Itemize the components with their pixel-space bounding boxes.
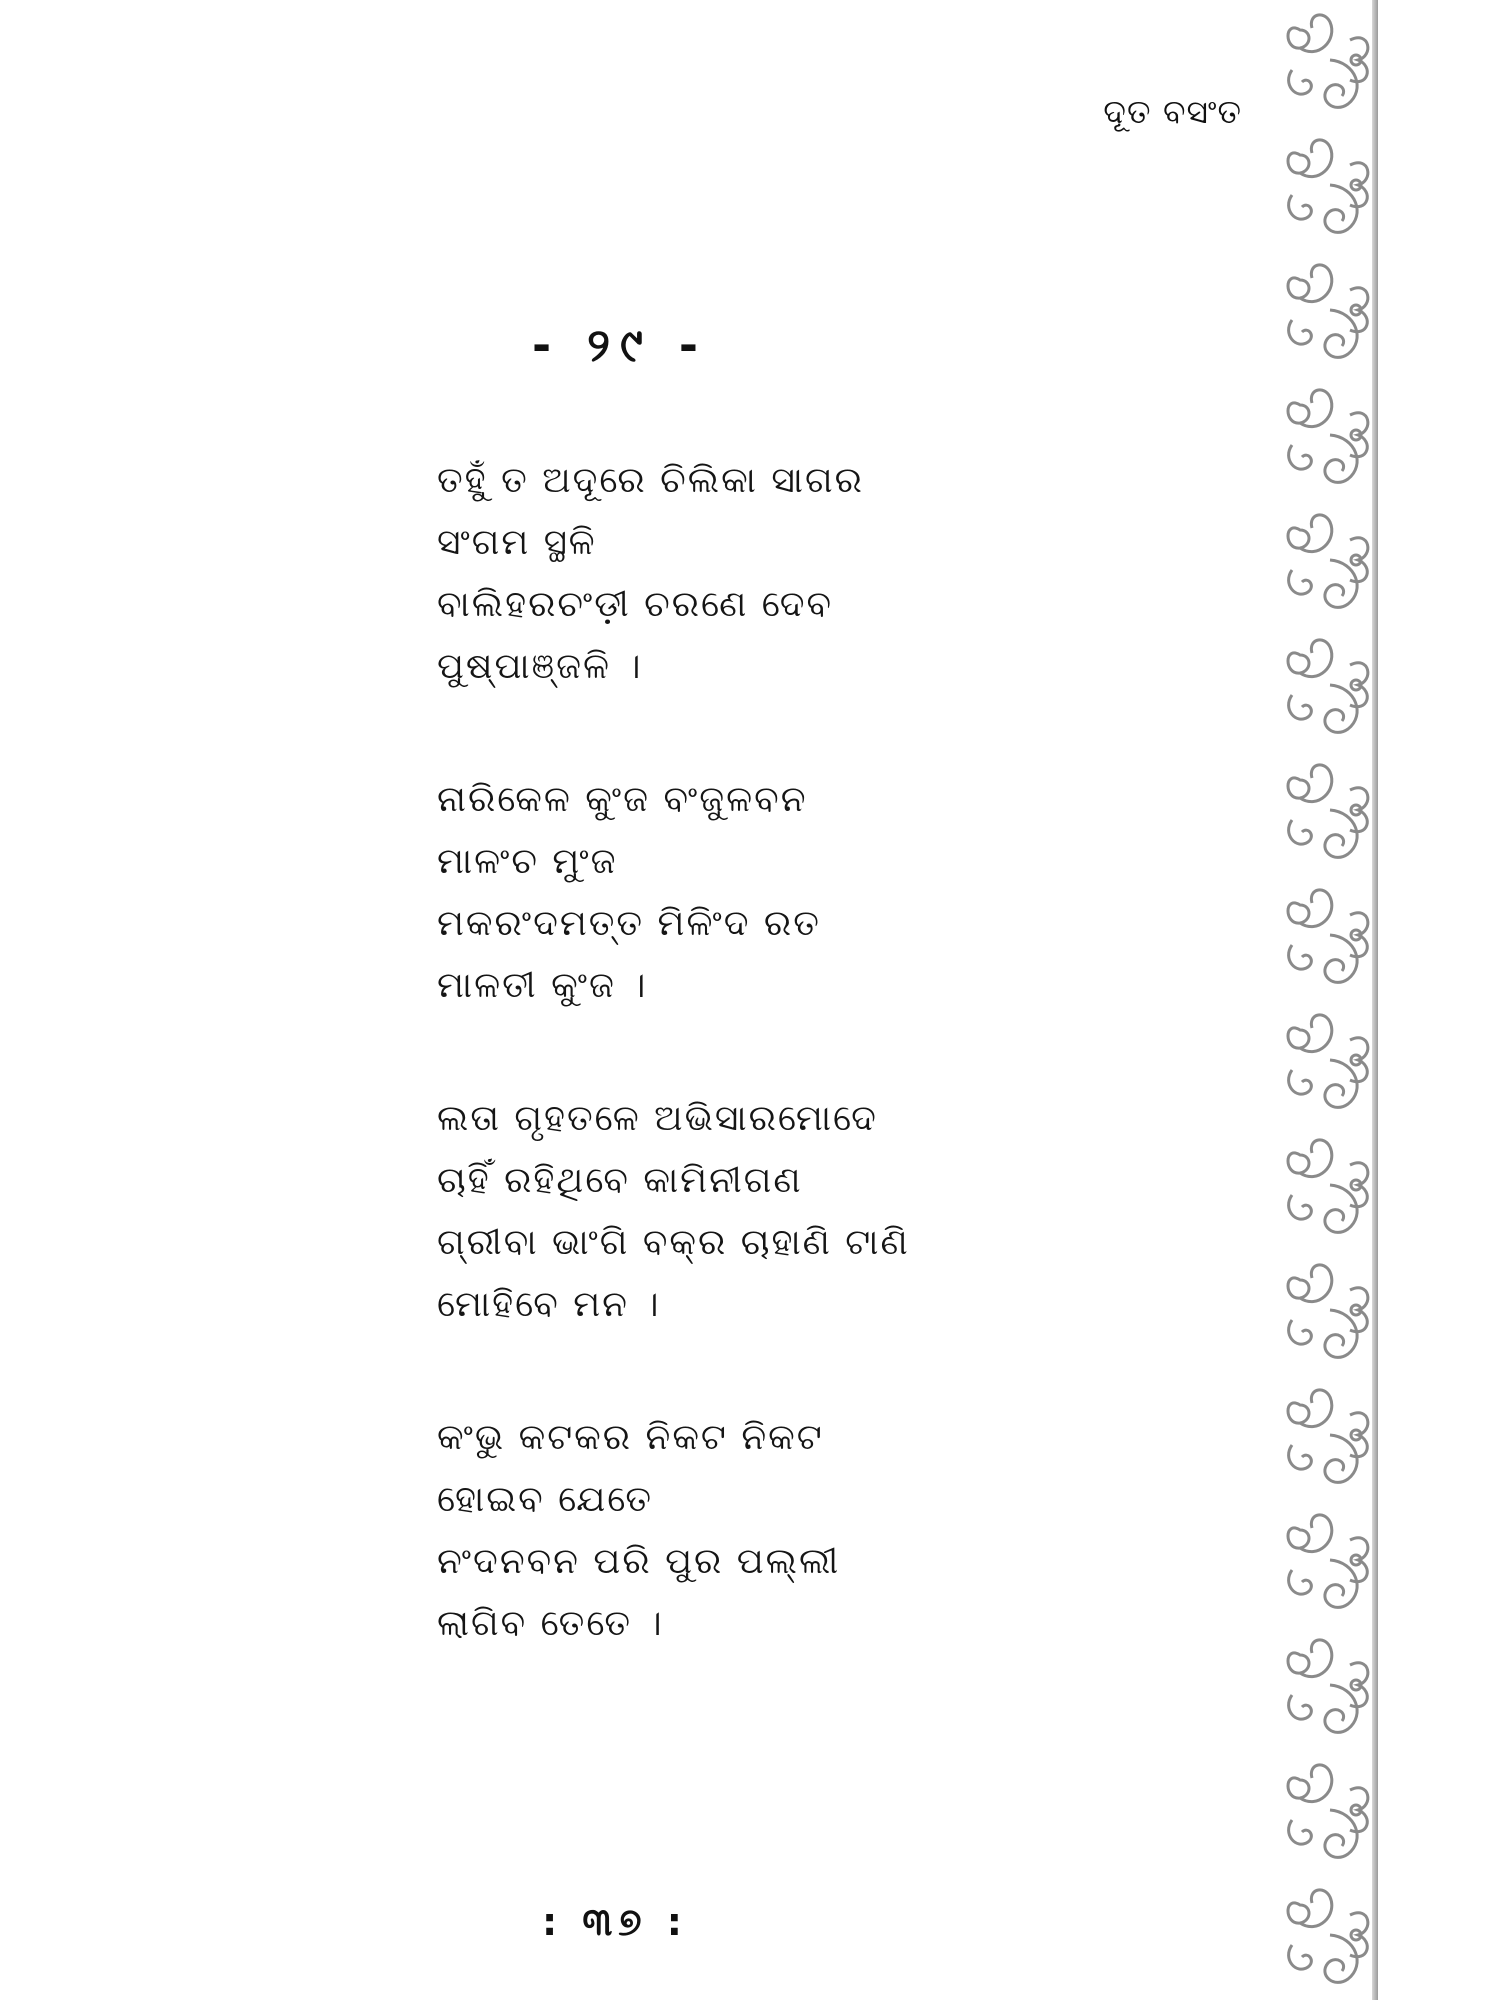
ornament-motif <box>1288 515 1368 608</box>
ornament-motif <box>1288 890 1368 983</box>
poem-line: ନଂଦନବନ ପରି ପୁର ପଲ୍ଲୀ <box>437 1541 841 1582</box>
poem-body <box>437 450 1077 1726</box>
running-header-title: ଦୂତ ବସଂତ <box>1103 92 1242 131</box>
poem-line: ମାଳତୀ କୁଂଜ । <box>437 965 648 1006</box>
ornament-motif <box>1288 1765 1368 1858</box>
poem-line: ମକରଂଦମତ୍ତ ମିଳିଂଦ ରତ <box>437 903 821 944</box>
floral-border-ornament <box>1278 0 1378 2000</box>
poem-line: ମୋହିବେ ମନ । <box>437 1284 661 1325</box>
page-number <box>0 1900 1500 1945</box>
ornament-motif <box>1288 1265 1368 1358</box>
poem-line: ବାଲିହରଚଂଡ଼ୀ ଚରଣେ ଦେବ <box>437 584 834 625</box>
page-edge <box>1372 0 1378 2000</box>
poem-line: ନାରିକେଳ କୁଂଜ ବଂଜୁଳବନ <box>437 779 808 820</box>
ornament-motif <box>1288 265 1368 358</box>
stanza <box>437 1088 1077 1336</box>
poem-line: ଲତା ଗୃହତଳେ ଅଭିସାରମୋଦେ <box>437 1098 878 1139</box>
poem-line: ସଂଗମ ସ୍ଥଳି <box>437 522 597 563</box>
chapter-number <box>0 318 1500 374</box>
ornament-motif <box>1288 765 1368 858</box>
ornament-motif <box>1288 640 1368 733</box>
poem-line: କଂଭୁ କଟକର ନିକଟ ନିକଟ <box>437 1417 824 1458</box>
poem-line: ପୁଷ୍ପାଞ୍ଜଳି । <box>437 646 643 687</box>
stanza <box>437 769 1077 1017</box>
page-number-text: : ୩୭ : <box>542 1900 688 1944</box>
poem-line: ତହୁଁ ତ ଅଦୂରେ ଚିଲିକା ସାଗର <box>437 460 864 501</box>
ornament-motif <box>1288 1890 1368 1983</box>
floral-border-graphic <box>1278 0 1378 2000</box>
ornament-motif <box>1288 1515 1368 1608</box>
ornament-motif <box>1288 1015 1368 1108</box>
poem-line: ଲାଗିବ ତେତେ । <box>437 1603 664 1644</box>
chapter-number-text: - ୨୯ - <box>532 318 708 372</box>
ornament-motif <box>1288 1140 1368 1233</box>
poem-line: ମାଳଂଚ ମୁଂଜ <box>437 841 618 882</box>
ornament-motif <box>1288 1390 1368 1483</box>
ornament-motif <box>1288 390 1368 483</box>
ornament-motif <box>1288 1640 1368 1733</box>
stanza <box>437 1407 1077 1655</box>
poem-line: ଗ୍ରୀବା ଭାଂଗି ବକ୍ର ଚାହାଣି ଟାଣି <box>437 1222 910 1263</box>
ornament-motif <box>1288 140 1368 233</box>
stanza <box>437 450 1077 698</box>
poem-line: ହୋଇବ ଯେତେ <box>437 1479 654 1520</box>
ornament-motif <box>1288 15 1368 108</box>
poem-line: ଚାହିଁ ରହିଥିବେ କାମିନୀଗଣ <box>437 1160 803 1201</box>
